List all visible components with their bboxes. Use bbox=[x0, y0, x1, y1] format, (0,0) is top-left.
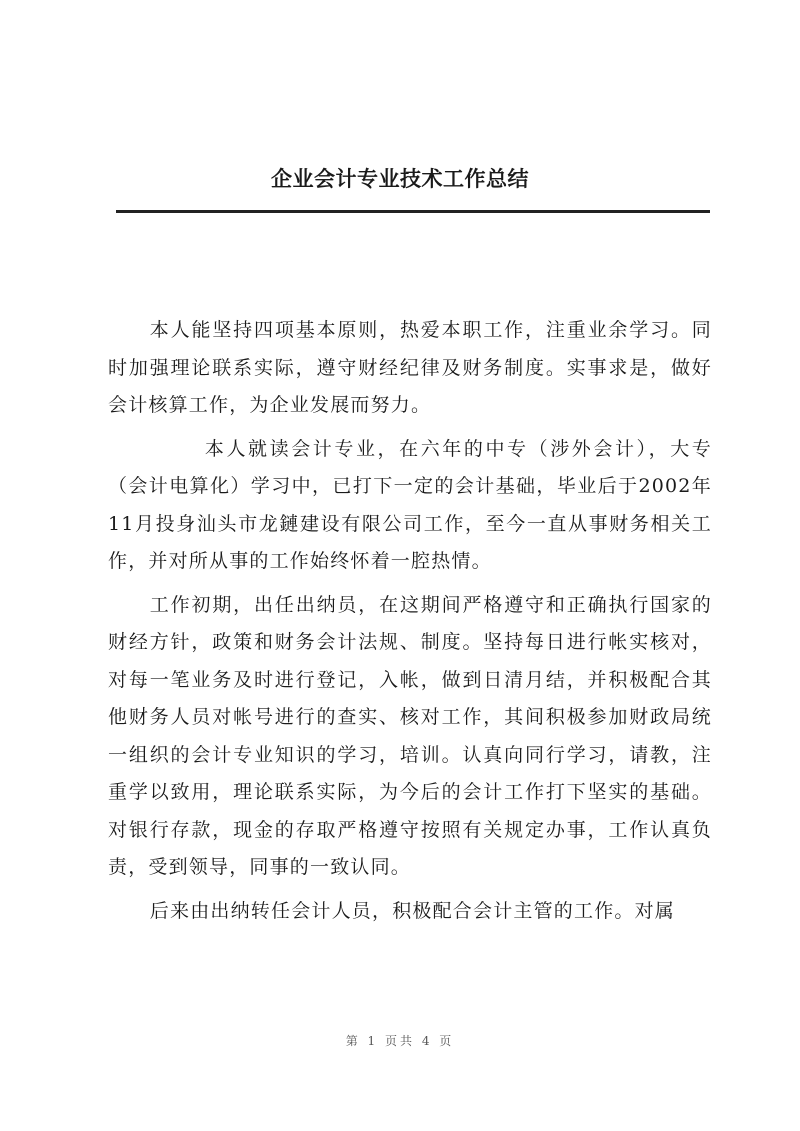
title-underline bbox=[116, 210, 710, 213]
paragraph-cashier-work: 工作初期，出任出纳员，在这期间严格遵守和正确执行国家的财经方针，政策和财务会计法规、制度。坚持每日进行帐实核对，对每一笔业务及时进行登记，入帐，做到日清月结，并积极配合其他财务人员对帐号进行的查实、核对工作，其间积极参加财政局统一组织的会计专业知识的学习，培训。认真向同行学习，请教，注重学以致用，理论联系实际，为今后的会计工作打下坚实的基础。对银行存款，现金的存取严格遵守按照有关规定办事，工作认真负责，受到领导，同事的一致认同。 bbox=[108, 593, 712, 878]
paragraph-education: 本人就读会计专业，在六年的中专（涉外会计），大专（会计电算化）学习中，已打下一定的会计基础，毕业后于2002年11月投身汕头市龙鏈建设有限公司工作，至今一直从事财务相关工作，并对所从事的工作始终怀着一腔热情。 bbox=[108, 437, 712, 572]
paragraph-accountant-work: 后来由出纳转任会计人员，积极配合会计主管的工作。对属 bbox=[149, 899, 675, 922]
paragraph-principles: 本人能坚持四项基本原则，热爱本职工作，注重业余学习。同时加强理论联系实际，遵守财经纪律及财务制度。实事求是，做好会计核算工作，为企业发展而努力。 bbox=[108, 319, 712, 416]
page-footer: 第 1 页共 4 页 bbox=[345, 1034, 455, 1048]
document-body bbox=[108, 312, 712, 936]
document-title: 企业会计专业技术工作总结 bbox=[271, 167, 529, 191]
